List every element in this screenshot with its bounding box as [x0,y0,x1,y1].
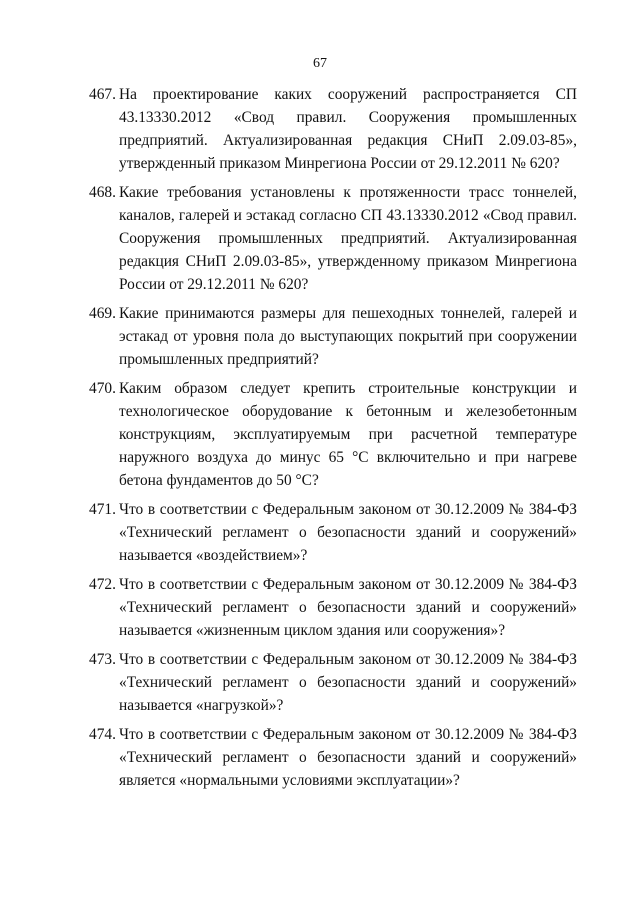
question-number: 467. [89,86,116,103]
question-item [89,181,577,296]
question-text: На проектирование каких сооружений распространяется СП 43.13330.2012 «Свод правил. Сооружения промышленных предприятий. Актуализированная редакция СНиП 2.09.03-85», утвержденный приказом Минрегиона России от 29.12.2011 № 620? [119,86,577,172]
question-item [89,377,577,492]
question-item [89,648,577,717]
question-item [89,302,577,371]
question-item [89,573,577,642]
question-text: Какие требования установлены к протяженности трасс тоннелей, каналов, галерей и эстакад согласно СП 43.13330.2012 «Свод правил. Сооружения промышленных предприятий. Актуализированная редакция СНиП 2.09.03-85», утвержденному приказом Минрегиона России от 29.12.2011 № 620? [119,184,577,293]
question-item [89,498,577,567]
question-number: 471. [89,501,116,518]
question-text: Что в соответствии с Федеральным законом от 30.12.2009 № 384-ФЗ «Технический регламент о безопасности зданий и сооружений» является «нормальными условиями эксплуатации»? [119,726,577,789]
question-text: Что в соответствии с Федеральным законом от 30.12.2009 № 384-ФЗ «Технический регламент о безопасности зданий и сооружений» называется «воздействием»? [119,501,577,564]
question-item [89,723,577,792]
question-text: Что в соответствии с Федеральным законом от 30.12.2009 № 384-ФЗ «Технический регламент о безопасности зданий и сооружений» называется «нагрузкой»? [119,651,577,714]
page-number: 67 [313,56,327,71]
question-list [89,83,577,798]
question-number: 473. [89,651,116,668]
question-number: 468. [89,184,116,201]
question-item [89,83,577,175]
question-text: Что в соответствии с Федеральным законом от 30.12.2009 № 384-ФЗ «Технический регламент о безопасности зданий и сооружений» называется «жизненным циклом здания или сооружения»? [119,576,577,639]
question-number: 469. [89,305,116,322]
question-text: Какие принимаются размеры для пешеходных тоннелей, галерей и эстакад от уровня пола до выступающих покрытий при сооружении промышленных предприятий? [119,305,577,368]
question-number: 474. [89,726,116,743]
question-number: 470. [89,380,116,397]
question-number: 472. [89,576,116,593]
question-text: Каким образом следует крепить строительные конструкции и технологическое оборудование к бетонным и железобетонным конструкциям, эксплуатируемым при расчетной температуре наружного воздуха до минус 65 °С включительно и при нагреве бетона фундаментов до 50 °С? [119,380,577,489]
